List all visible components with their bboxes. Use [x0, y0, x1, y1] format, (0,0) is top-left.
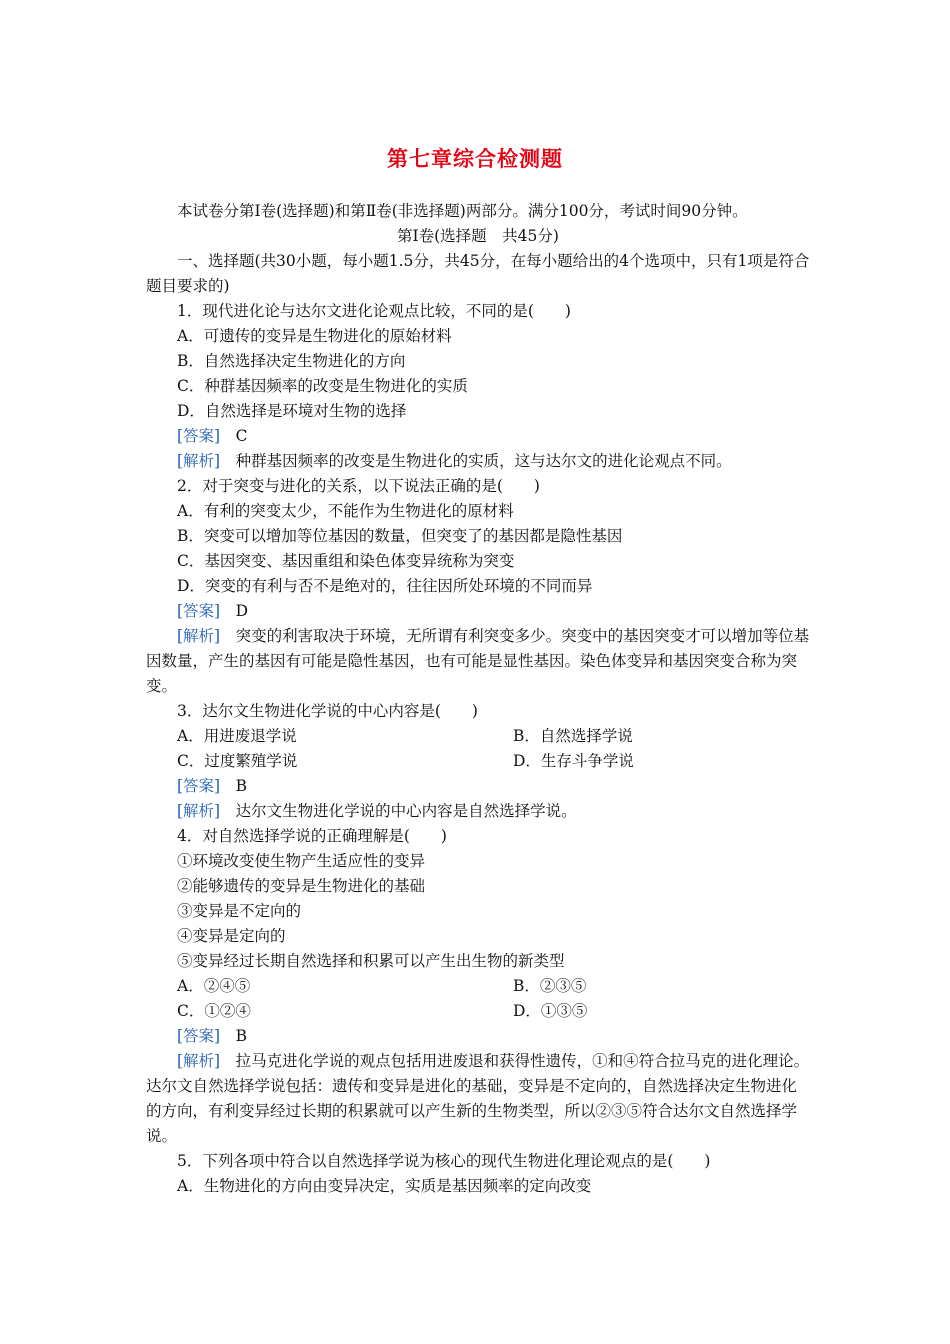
analysis-text: 突变的利害取决于环境，无所谓有利突变多少。突变中的基因突变才可以增加等位基因数量，产生的基因有可能是隐性基因，也有可能是显性基因。染色体变异和基因突变合称为突变。: [146, 627, 810, 695]
question-3-option-a: A．用进废退学说: [177, 727, 297, 745]
document-title: 第七章综合检测题: [387, 146, 563, 171]
question-4-option-a: A．②④⑤: [177, 977, 251, 995]
question-4-statement-3: ③变异是不定向的: [177, 902, 302, 920]
analysis-text: 拉马克进化学说的观点包括用进废退和获得性遗传，①和④符合拉马克的进化理论。达尔文自然选择学说包括：遗传和变异是进化的基础，变异是不定向的，自然选择决定生物进化的方向，有利变异经过长期的积累就可以产生新的生物类型，所以②③⑤符合达尔文自然选择学说。: [146, 1052, 810, 1145]
question-5-option-a: A．生物进化的方向由变异决定，实质是基因频率的定向改变: [177, 1177, 592, 1195]
question-4-statement-4: ④变异是定向的: [177, 927, 286, 945]
question-3-options-row-1: [146, 724, 810, 749]
analysis-label: [解析]: [177, 802, 221, 820]
exam-intro: 本试卷分第Ⅰ卷(选择题)和第Ⅱ卷(非选择题)两部分。满分100分，考试时间90分钟。: [177, 202, 748, 220]
question-3-option-d: D．生存斗争学说: [513, 752, 634, 770]
question-1-option-c: C．种群基因频率的改变是生物进化的实质: [177, 377, 468, 395]
question-4-options-row-2: [146, 999, 810, 1024]
analysis-label: [解析]: [177, 627, 221, 645]
question-4-statement-2: ②能够遗传的变异是生物进化的基础: [177, 877, 426, 895]
answer-value: B: [220, 777, 247, 795]
question-3-stem: 3．达尔文生物进化学说的中心内容是( ): [177, 702, 478, 720]
question-2-stem: 2．对于突变与进化的关系，以下说法正确的是( ): [177, 477, 540, 495]
question-2-option-a: A．有利的突变太少，不能作为生物进化的原材料: [177, 502, 514, 520]
question-2-option-c: C．基因突变、基因重组和染色体变异统称为突变: [177, 552, 515, 570]
question-4-option-b: B．②③⑤: [513, 977, 587, 995]
question-1-option-a: A．可遗传的变异是生物进化的原始材料: [177, 327, 452, 345]
document-body: [146, 199, 810, 1199]
question-4-option-d: D．①③⑤: [513, 1002, 588, 1020]
analysis-label: [解析]: [177, 1052, 221, 1070]
question-2-option-b: B．突变可以增加等位基因的数量，但突变了的基因都是隐性基因: [177, 527, 623, 545]
question-2-option-d: D．突变的有利与否不是绝对的，往往因所处环境的不同而异: [177, 577, 593, 595]
answer-value: B: [220, 1027, 247, 1045]
instructions: 一、选择题(共30小题，每小题1.5分，共45分，在每小题给出的4个选项中，只有1项是符合题目要求的): [146, 252, 810, 295]
question-4-stem: 4．对自然选择学说的正确理解是( ): [177, 827, 447, 845]
question-4-option-c: C．①②④: [177, 1002, 251, 1020]
answer-value: C: [220, 427, 248, 445]
question-1-option-b: B．自然选择决定生物进化的方向: [177, 352, 406, 370]
analysis-text: 种群基因频率的改变是生物进化的实质，这与达尔文的进化论观点不同。: [220, 452, 732, 470]
section-heading: 第Ⅰ卷(选择题 共45分): [397, 227, 559, 245]
question-4-answer: [146, 1024, 810, 1049]
question-2-analysis: [146, 624, 810, 699]
question-1-stem: 1．现代进化论与达尔文进化论观点比较，不同的是( ): [177, 302, 571, 320]
question-3-option-c: C．过度繁殖学说: [177, 752, 298, 770]
answer-label: [答案]: [177, 777, 221, 795]
question-2-answer: [146, 599, 810, 624]
question-5-stem: 5．下列各项中符合以自然选择学说为核心的现代生物进化理论观点的是( ): [177, 1152, 711, 1170]
question-4-statement-5: ⑤变异经过长期自然选择和积累可以产生出生物的新类型: [177, 952, 565, 970]
answer-value: D: [220, 602, 249, 620]
question-4-statement-1: ①环境改变使生物产生适应性的变异: [177, 852, 426, 870]
question-3-answer: [146, 774, 810, 799]
question-1-answer: [146, 424, 810, 449]
answer-label: [答案]: [177, 427, 221, 445]
analysis-label: [解析]: [177, 452, 221, 470]
answer-label: [答案]: [177, 602, 221, 620]
question-1-analysis: [146, 449, 810, 474]
analysis-text: 达尔文生物进化学说的中心内容是自然选择学说。: [220, 802, 577, 820]
answer-label: [答案]: [177, 1027, 221, 1045]
question-3-analysis: [146, 799, 810, 824]
question-3-options-row-2: [146, 749, 810, 774]
question-4-analysis: [146, 1049, 810, 1149]
question-1-option-d: D．自然选择是环境对生物的选择: [177, 402, 407, 420]
question-3-option-b: B．自然选择学说: [513, 727, 633, 745]
question-4-options-row-1: [146, 974, 810, 999]
